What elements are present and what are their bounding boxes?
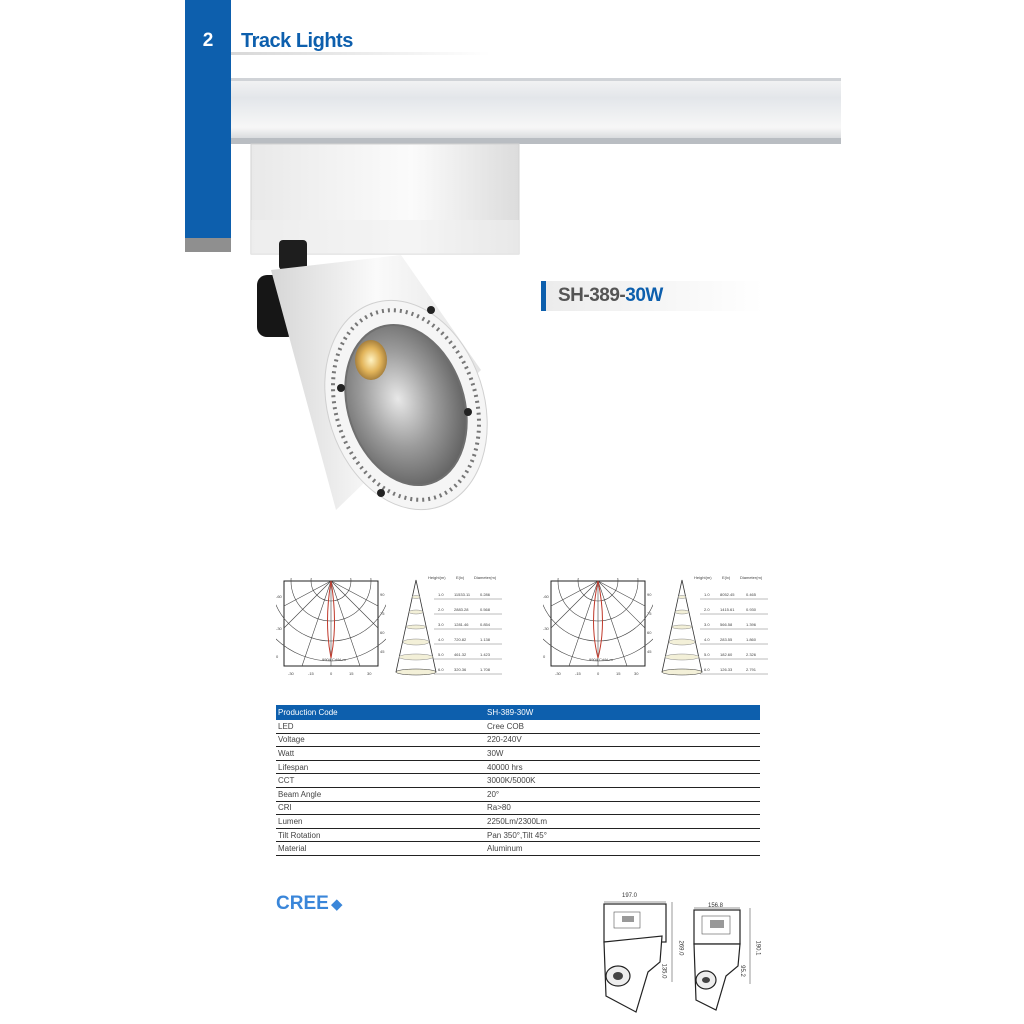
table-row [276, 787, 760, 801]
dimension-drawing-side [688, 904, 756, 1016]
section-tab-band [185, 238, 231, 252]
model-wattage: 30W [625, 285, 663, 306]
table-row [276, 815, 760, 829]
front-side: 135.0 [660, 963, 667, 979]
cone-header-height: Height(m) [694, 575, 712, 580]
spec-value: 30W [485, 747, 760, 761]
polar-diagram-left [276, 578, 386, 680]
cone-row-lux: 126.33 [720, 667, 733, 672]
side-side: 95.2 [738, 965, 745, 977]
spec-value: Cree COB [485, 720, 760, 734]
table-row [276, 774, 760, 788]
spec-label: CRI [276, 801, 485, 815]
spec-value: Pan 350°,Tilt 45° [485, 828, 760, 842]
cone-row-height: 1.0 [438, 592, 444, 597]
spec-label: Material [276, 842, 485, 856]
cone-row-height: 3.0 [438, 622, 444, 627]
cone-row-lux: 720.82 [454, 637, 467, 642]
beam-cone-left [394, 574, 504, 678]
spec-value: 2250Lm/2300Lm [485, 815, 760, 829]
polar-left-label-1: -60 [543, 594, 549, 599]
spec-value: Aluminum [485, 842, 760, 856]
spec-header-label: Production Code [276, 705, 485, 720]
cone-row-height: 5.0 [438, 652, 444, 657]
cone-row-diameter: 1.138 [480, 637, 491, 642]
table-row [276, 747, 760, 761]
polar-right-label-2: 75 [647, 611, 652, 616]
cone-row-height: 2.0 [704, 607, 710, 612]
polar-left-label-3: 0 [276, 654, 279, 659]
polar-bottom-label-4: 15 [616, 671, 621, 676]
polar-left-label-1: -60 [276, 594, 282, 599]
spec-label: Beam Angle [276, 787, 485, 801]
polar-right-label-3: 60 [647, 630, 652, 635]
polar-center-label: 9904 Cd/kLm [589, 657, 613, 662]
spec-value: 20° [485, 787, 760, 801]
cone-header-lux: E(lx) [456, 575, 465, 580]
section-number: 2 [202, 30, 214, 51]
polar-left-label-2: -30 [276, 626, 282, 631]
spec-header-value: SH-389-30W [485, 705, 760, 720]
polar-bottom-label-1: -30 [288, 671, 294, 676]
spec-value: 220-240V [485, 733, 760, 747]
cone-row-lux: 283.55 [720, 637, 733, 642]
model-code [558, 285, 663, 307]
front-height: 269.0 [677, 940, 684, 956]
cone-row-diameter: 2.326 [746, 652, 757, 657]
cone-row-diameter: 1.396 [746, 622, 757, 627]
section-title: Track Lights [241, 30, 353, 52]
cone-header-height: Height(m) [428, 575, 446, 580]
cone-row-height: 6.0 [438, 667, 444, 672]
table-row [276, 828, 760, 842]
polar-right-label-2: 75 [380, 611, 385, 616]
section-underline [231, 52, 491, 55]
beam-cone-right [660, 574, 770, 678]
cone-row-diameter: 0.465 [746, 592, 757, 597]
dimension-drawing-front [596, 892, 676, 1016]
polar-center-label: 9904 Cd/kLm [322, 657, 346, 662]
front-width: 197.0 [622, 893, 638, 899]
table-row [276, 720, 760, 734]
spec-table-header [276, 705, 760, 720]
table-row [276, 733, 760, 747]
polar-bottom-label-4: 15 [349, 671, 354, 676]
model-prefix: SH-389- [558, 285, 626, 306]
cone-row-lux: 1281.46 [454, 622, 469, 627]
polar-left-label-2: -30 [543, 626, 549, 631]
cone-row-diameter: 0.286 [480, 592, 491, 597]
cone-row-lux: 1415.61 [720, 607, 735, 612]
cone-row-lux: 2883.28 [454, 607, 469, 612]
cone-row-diameter: 2.791 [746, 667, 757, 672]
cree-diamond-icon: ◆ [331, 896, 343, 913]
cone-row-diameter: 0.930 [746, 607, 757, 612]
spec-label: Voltage [276, 733, 485, 747]
polar-left-label-3: 0 [543, 654, 546, 659]
polar-diagram-right [543, 578, 653, 680]
cone-row-lux: 461.32 [454, 652, 467, 657]
cone-row-diameter: 0.854 [480, 622, 491, 627]
polar-right-label-1: 90 [647, 592, 652, 597]
cree-logo: CREE [276, 893, 329, 914]
spec-table [276, 705, 760, 856]
polar-bottom-label-3: 0 [330, 671, 333, 676]
spec-value: 40000 hrs [485, 760, 760, 774]
cone-row-height: 1.0 [704, 592, 710, 597]
cone-header-diameter: Diameter(m) [474, 575, 497, 580]
polar-bottom-label-1: -30 [555, 671, 561, 676]
cone-header-lux: E(lx) [722, 575, 731, 580]
spec-label: Tilt Rotation [276, 828, 485, 842]
polar-right-label-4: 45 [380, 649, 385, 654]
polar-bottom-label-3: 0 [597, 671, 600, 676]
polar-bottom-label-5: 30 [367, 671, 372, 676]
table-row [276, 760, 760, 774]
spec-value: Ra>80 [485, 801, 760, 815]
cone-row-height: 6.0 [704, 667, 710, 672]
spec-label: Lifespan [276, 760, 485, 774]
side-height: 190.1 [754, 940, 761, 956]
polar-right-label-1: 90 [380, 592, 385, 597]
cone-row-diameter: 1.860 [746, 637, 757, 642]
spec-label: CCT [276, 774, 485, 788]
table-row [276, 801, 760, 815]
cone-row-height: 4.0 [438, 637, 444, 642]
polar-bottom-label-2: -15 [308, 671, 314, 676]
cone-row-lux: 11533.11 [454, 592, 471, 597]
cone-row-lux: 8052.45 [720, 592, 735, 597]
spec-label: Lumen [276, 815, 485, 829]
cone-row-height: 2.0 [438, 607, 444, 612]
table-row [276, 842, 760, 856]
spec-label: LED [276, 720, 485, 734]
spec-label: Watt [276, 747, 485, 761]
polar-right-label-3: 60 [380, 630, 385, 635]
cone-row-height: 5.0 [704, 652, 710, 657]
cone-row-height: 3.0 [704, 622, 710, 627]
cone-row-lux: 566.58 [720, 622, 733, 627]
cone-row-lux: 182.60 [720, 652, 733, 657]
cone-row-diameter: 1.708 [480, 667, 491, 672]
cone-row-diameter: 0.568 [480, 607, 491, 612]
side-width: 156.8 [708, 903, 724, 909]
cone-row-lux: 320.36 [454, 667, 467, 672]
spec-value: 3000K/5000K [485, 774, 760, 788]
polar-bottom-label-2: -15 [575, 671, 581, 676]
polar-right-label-4: 45 [647, 649, 652, 654]
cone-row-diameter: 1.423 [480, 652, 491, 657]
polar-bottom-label-5: 30 [634, 671, 639, 676]
cone-row-height: 4.0 [704, 637, 710, 642]
cone-header-diameter: Diameter(m) [740, 575, 763, 580]
